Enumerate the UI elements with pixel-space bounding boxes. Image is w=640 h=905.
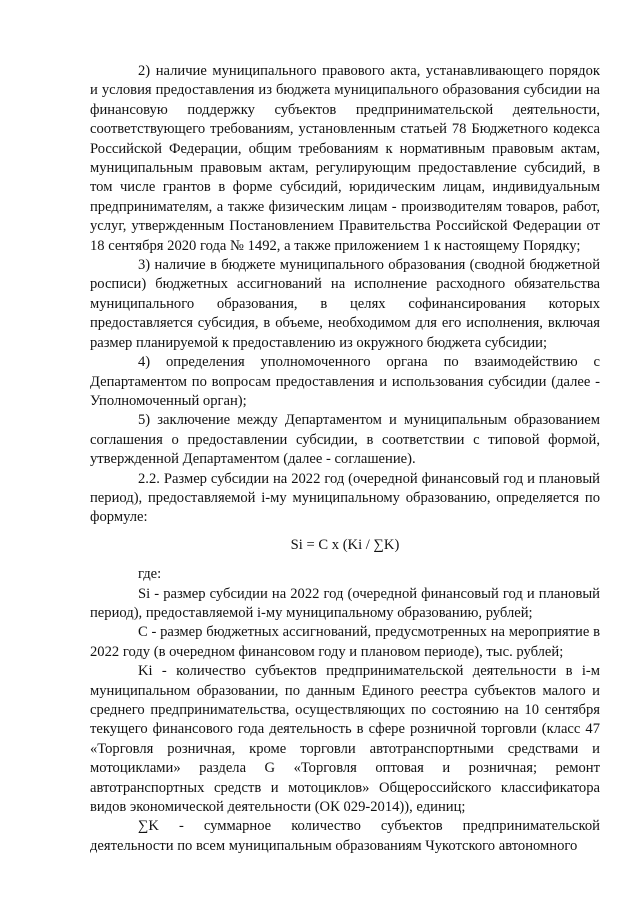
paragraph-item-2: 2) наличие муниципального правового акта, устанавливающего порядок и условия предоставления из бюджета муниципального образования субсидии на финансовую поддержку субъектов предпринимательской деятельности, соответствующего требованиям, установленным статьей 78 Бюджетного кодекса Российской Федерации, общим требованиям к нормативным правовым актам, муниципальным правовым актам, регулирующим предоставление субсидий, в том числе грантов в форме субсидий, юридическим лицам, индивидуальным предпринимателям, а также физическим лицам - производителям товаров, работ, услуг, утвержденным Постановлением Правительства Российской Федерации от 18 сентября 2020 года № 1492, а также приложением 1 к настоящему Порядку; [90,63,600,254]
definition-c: C - размер бюджетных ассигнований, предусмотренных на мероприятие в 2022 году (в очередном финансовом году и плановом периоде), тыс. рублей; [90,624,600,660]
paragraph-item-4: 4) определения уполномоченного органа по взаимодействию с Департаментом по вопросам предоставления и использования субсидии (далее - Уполномоченный орган); [90,354,600,409]
paragraph-item-5: 5) заключение между Департаментом и муниципальным образованием соглашения о предоставлении субсидии, в соответствии с типовой формой, утвержденной Департаментом (далее - соглашение). [90,412,600,468]
paragraph-item-3: 3) наличие в бюджете муниципального образования (сводной бюджетной росписи) бюджетных ассигнований на исполнение расходного обязательства муниципального образования, в целях софинансирования которых предоставляется субсидия, в объеме, необходимом для его исполнения, включая размер планируемой к предоставлению из окружного бюджета субсидии; [90,257,600,351]
document-body [90,62,600,856]
definition-ki: Ki - количество субъектов предпринимательской деятельности в i-м муниципальном образовании, по данным Единого реестра субъектов малого и среднего предпринимательства, осуществляющих по состоянию на 10 сентября текущего финансового года деятельность в сфере розничной торговли (класс 47 «Торговля розничная, кроме торговли автотранспортными средствами и мотоциклами» раздела G «Торговля оптовая и розничная; ремонт автотранспортных средств и мотоциклов» Общероссийского классификатора видов экономической деятельности (ОК 029-2014)), единиц; [90,663,600,816]
definition-si: Si - размер субсидии на 2022 год (очередной финансовый год и плановый период), предоставляемой i-му муниципальному образованию, рублей; [90,585,600,621]
where-label: где: [138,566,162,583]
definition-sum-k: ∑K - суммарное количество субъектов предпринимательской деятельности по всем муниципальным образованиям Чукотского автономного [90,818,600,854]
paragraph-2-2: 2.2. Размер субсидии на 2022 год (очередной финансовый год и плановый период), предоставляемой i-му муниципальному образованию, определяется по формуле: [90,470,600,526]
formula: Si = C x (Ki / ∑K) [290,536,400,553]
